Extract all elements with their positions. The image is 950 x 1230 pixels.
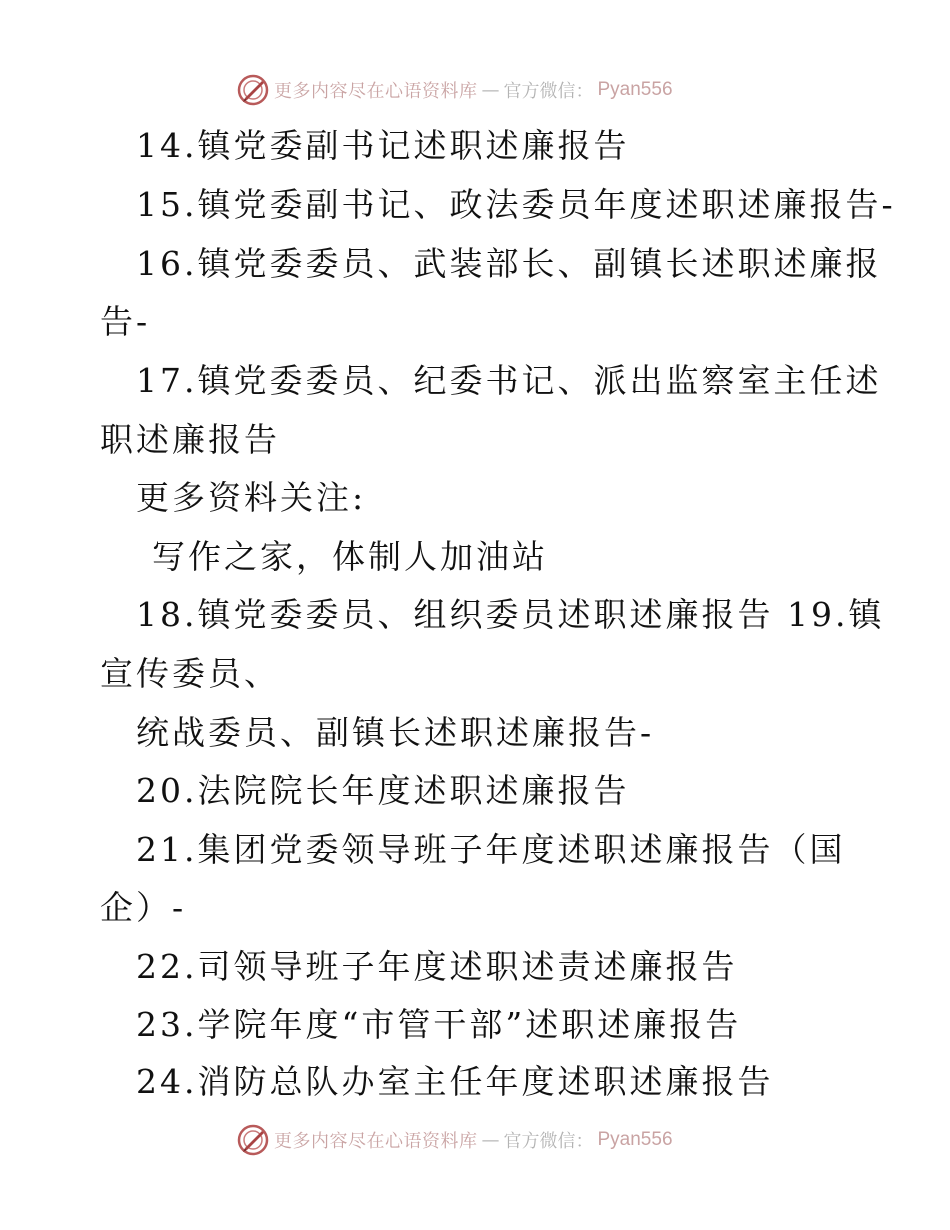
watermark-separator: — [481, 79, 500, 101]
text-line: 职述廉报告 [100, 420, 280, 459]
text-line: 15.镇党委副书记、政法委员年度述职述廉报告- [136, 185, 896, 224]
watermark-text: 更多内容尽在心语资料库 [274, 81, 478, 102]
watermark-text: 更多内容尽在心语资料库 [274, 1131, 478, 1152]
text-line: 更多资料关注: [136, 478, 367, 517]
pen-logo-icon [236, 1123, 270, 1157]
header-watermark [236, 72, 673, 108]
footer-watermark [236, 1122, 673, 1158]
text-line: 20.法院院长年度述职述廉报告 [136, 771, 630, 810]
watermark-wechat-id: Pyan556 [597, 1129, 673, 1150]
text-line: 24.消防总队办室主任年度述职述廉报告 [136, 1062, 774, 1101]
watermark-wechat-label: 官方微信： [503, 1131, 594, 1152]
text-line: 17.镇党委委员、纪委书记、派出监察室主任述 [136, 361, 882, 400]
text-line: 统战委员、副镇长述职述廉报告- [136, 713, 655, 752]
text-line: 23.学院年度“市管干部”述职述廉报告 [136, 1005, 742, 1044]
text-line: 22.司领导班子年度述职述责述廉报告 [136, 947, 738, 986]
watermark-wechat-id: Pyan556 [597, 79, 673, 100]
text-line: 21.集团党委领导班子年度述职述廉报告（国 [136, 830, 846, 869]
text-line: 16.镇党委委员、武装部长、副镇长述职述廉报 [136, 244, 882, 283]
watermark-separator: — [481, 1129, 500, 1151]
text-line: 18.镇党委委员、组织委员述职述廉报告 19.镇 [136, 595, 885, 634]
text-line: 14.镇党委副书记述职述廉报告 [136, 126, 630, 165]
text-line: 宣传委员、 [100, 654, 280, 693]
text-line: 告- [100, 302, 151, 341]
watermark-wechat-label: 官方微信： [503, 81, 594, 102]
text-line: 写作之家，体制人加油站 [152, 537, 548, 576]
text-line: 企）- [100, 888, 187, 927]
pen-logo-icon [236, 73, 270, 107]
